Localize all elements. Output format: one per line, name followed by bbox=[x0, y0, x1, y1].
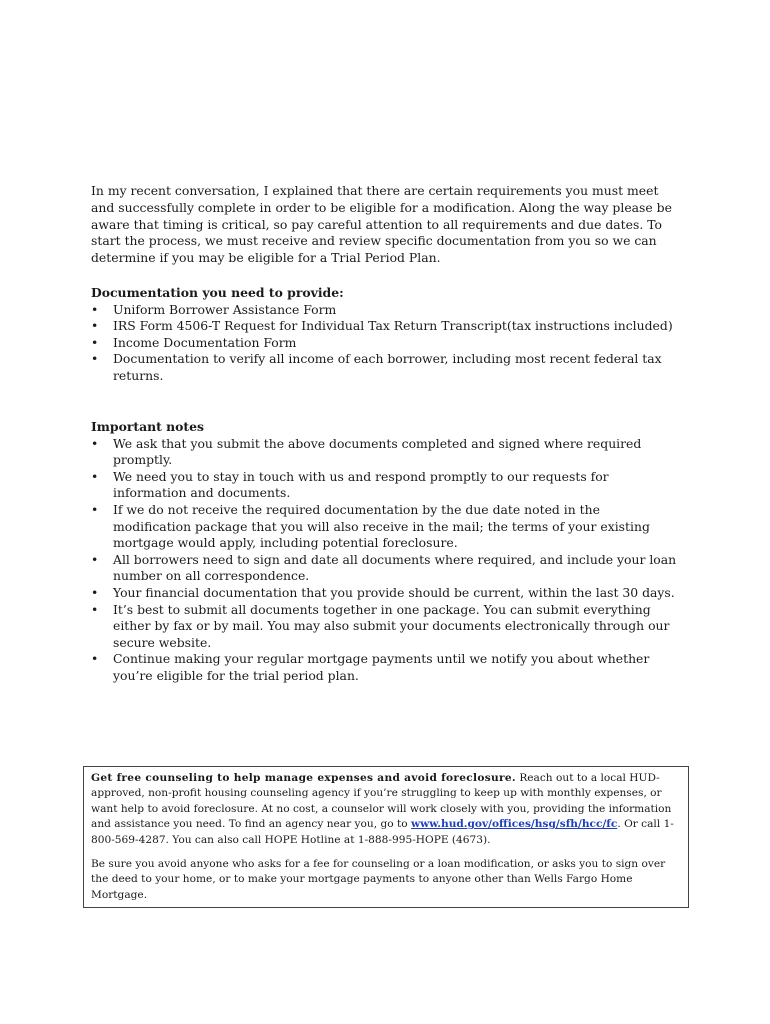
bullet-icon: • bbox=[91, 584, 99, 600]
important-notes-heading: Important notes bbox=[91, 419, 205, 434]
list-item bbox=[91, 469, 681, 502]
list-item bbox=[91, 651, 681, 684]
list-item-text: If we do not receive the required documentation by the due date noted in the modification package that you will also receive in the mail; the terms of your existing mortgage would apply, including potential foreclosure. bbox=[113, 501, 650, 551]
list-item bbox=[91, 335, 681, 352]
list-item bbox=[91, 318, 681, 335]
list-item bbox=[91, 552, 681, 585]
bullet-icon: • bbox=[91, 435, 99, 451]
documentation-heading: Documentation you need to provide: bbox=[91, 285, 344, 300]
counseling-warning: Be sure you avoid anyone who asks for a fee for counseling or a loan modification, or asks you to sign over the deed to your home, or to make your mortgage payments to anyone other than Wells Fargo Home Mortgage. bbox=[91, 858, 666, 901]
list-item-text: Continue making your regular mortgage payments until we notify you about whether you’re eligible for the trial period plan. bbox=[113, 651, 650, 683]
list-item-text: Documentation to verify all income of each borrower, including most recent federal tax returns. bbox=[113, 351, 662, 383]
list-item bbox=[91, 502, 681, 552]
list-item bbox=[91, 351, 681, 384]
counseling-notice-box bbox=[83, 766, 689, 908]
intro-paragraph: In my recent conversation, I explained that there are certain requirements you must meet and successfully complete in order to be eligible for a modification. Along the way please be aware that timing is critical, so pay careful attention to all requirements and due dates. To start the process, we must receive and review specific documentation from you so we can determine if you may be eligible for a Trial Period Plan. bbox=[91, 183, 672, 265]
documentation-section bbox=[91, 285, 681, 385]
bullet-icon: • bbox=[91, 334, 99, 350]
counseling-phone-text: . Or call 1-800-569-4287. You can also call HOPE Hotline at 1-888-995-HOPE (4673). bbox=[91, 818, 674, 846]
list-item-text: We ask that you submit the above documents completed and signed where required promptly. bbox=[113, 435, 642, 468]
list-item-text: Income Documentation Form bbox=[113, 334, 297, 350]
bullet-icon: • bbox=[91, 318, 99, 334]
list-item-text: Uniform Borrower Assistance Form bbox=[113, 301, 337, 317]
list-item bbox=[91, 436, 681, 469]
bullet-icon: • bbox=[91, 301, 99, 317]
documentation-list bbox=[91, 302, 681, 385]
list-item bbox=[91, 585, 681, 602]
list-item-text: We need you to stay in touch with us and respond promptly to our requests for information and documents. bbox=[113, 468, 609, 501]
list-item-text: It’s best to submit all documents together in one package. You can submit everything either by fax or by mail. You may also submit your documents electronically through our secure website. bbox=[113, 601, 670, 650]
important-notes-section bbox=[91, 419, 681, 685]
hud-counseling-link[interactable]: www.hud.gov/offices/hsg/sfh/hcc/fc bbox=[411, 818, 618, 831]
list-item bbox=[91, 302, 681, 319]
list-item-text: Your financial documentation that you provide should be current, within the last 30 days. bbox=[113, 584, 675, 600]
bullet-icon: • bbox=[91, 601, 99, 617]
counseling-heading: Get free counseling to help manage expenses and avoid foreclosure. bbox=[91, 772, 516, 784]
bullet-icon: • bbox=[91, 651, 99, 667]
bullet-icon: • bbox=[91, 501, 99, 517]
list-item-text: IRS Form 4506-T Request for Individual Tax Return Transcript(tax instructions included) bbox=[113, 318, 673, 334]
bullet-icon: • bbox=[91, 351, 99, 367]
bullet-icon: • bbox=[91, 468, 99, 484]
counseling-body: Reach out to a local HUD-approved, non-profit housing counseling agency if you’re struggling to keep up with monthly expenses, or want help to avoid foreclosure. At no cost, a counselor will work closely with you, providing the information and assistance you need. To find an agency near you, go to bbox=[91, 772, 672, 831]
list-item bbox=[91, 602, 681, 652]
important-notes-list bbox=[91, 436, 681, 685]
list-item-text: All borrowers need to sign and date all documents where required, and include your loan number on all correspondence. bbox=[113, 551, 677, 584]
bullet-icon: • bbox=[91, 551, 99, 567]
counseling-paragraph bbox=[91, 771, 681, 848]
